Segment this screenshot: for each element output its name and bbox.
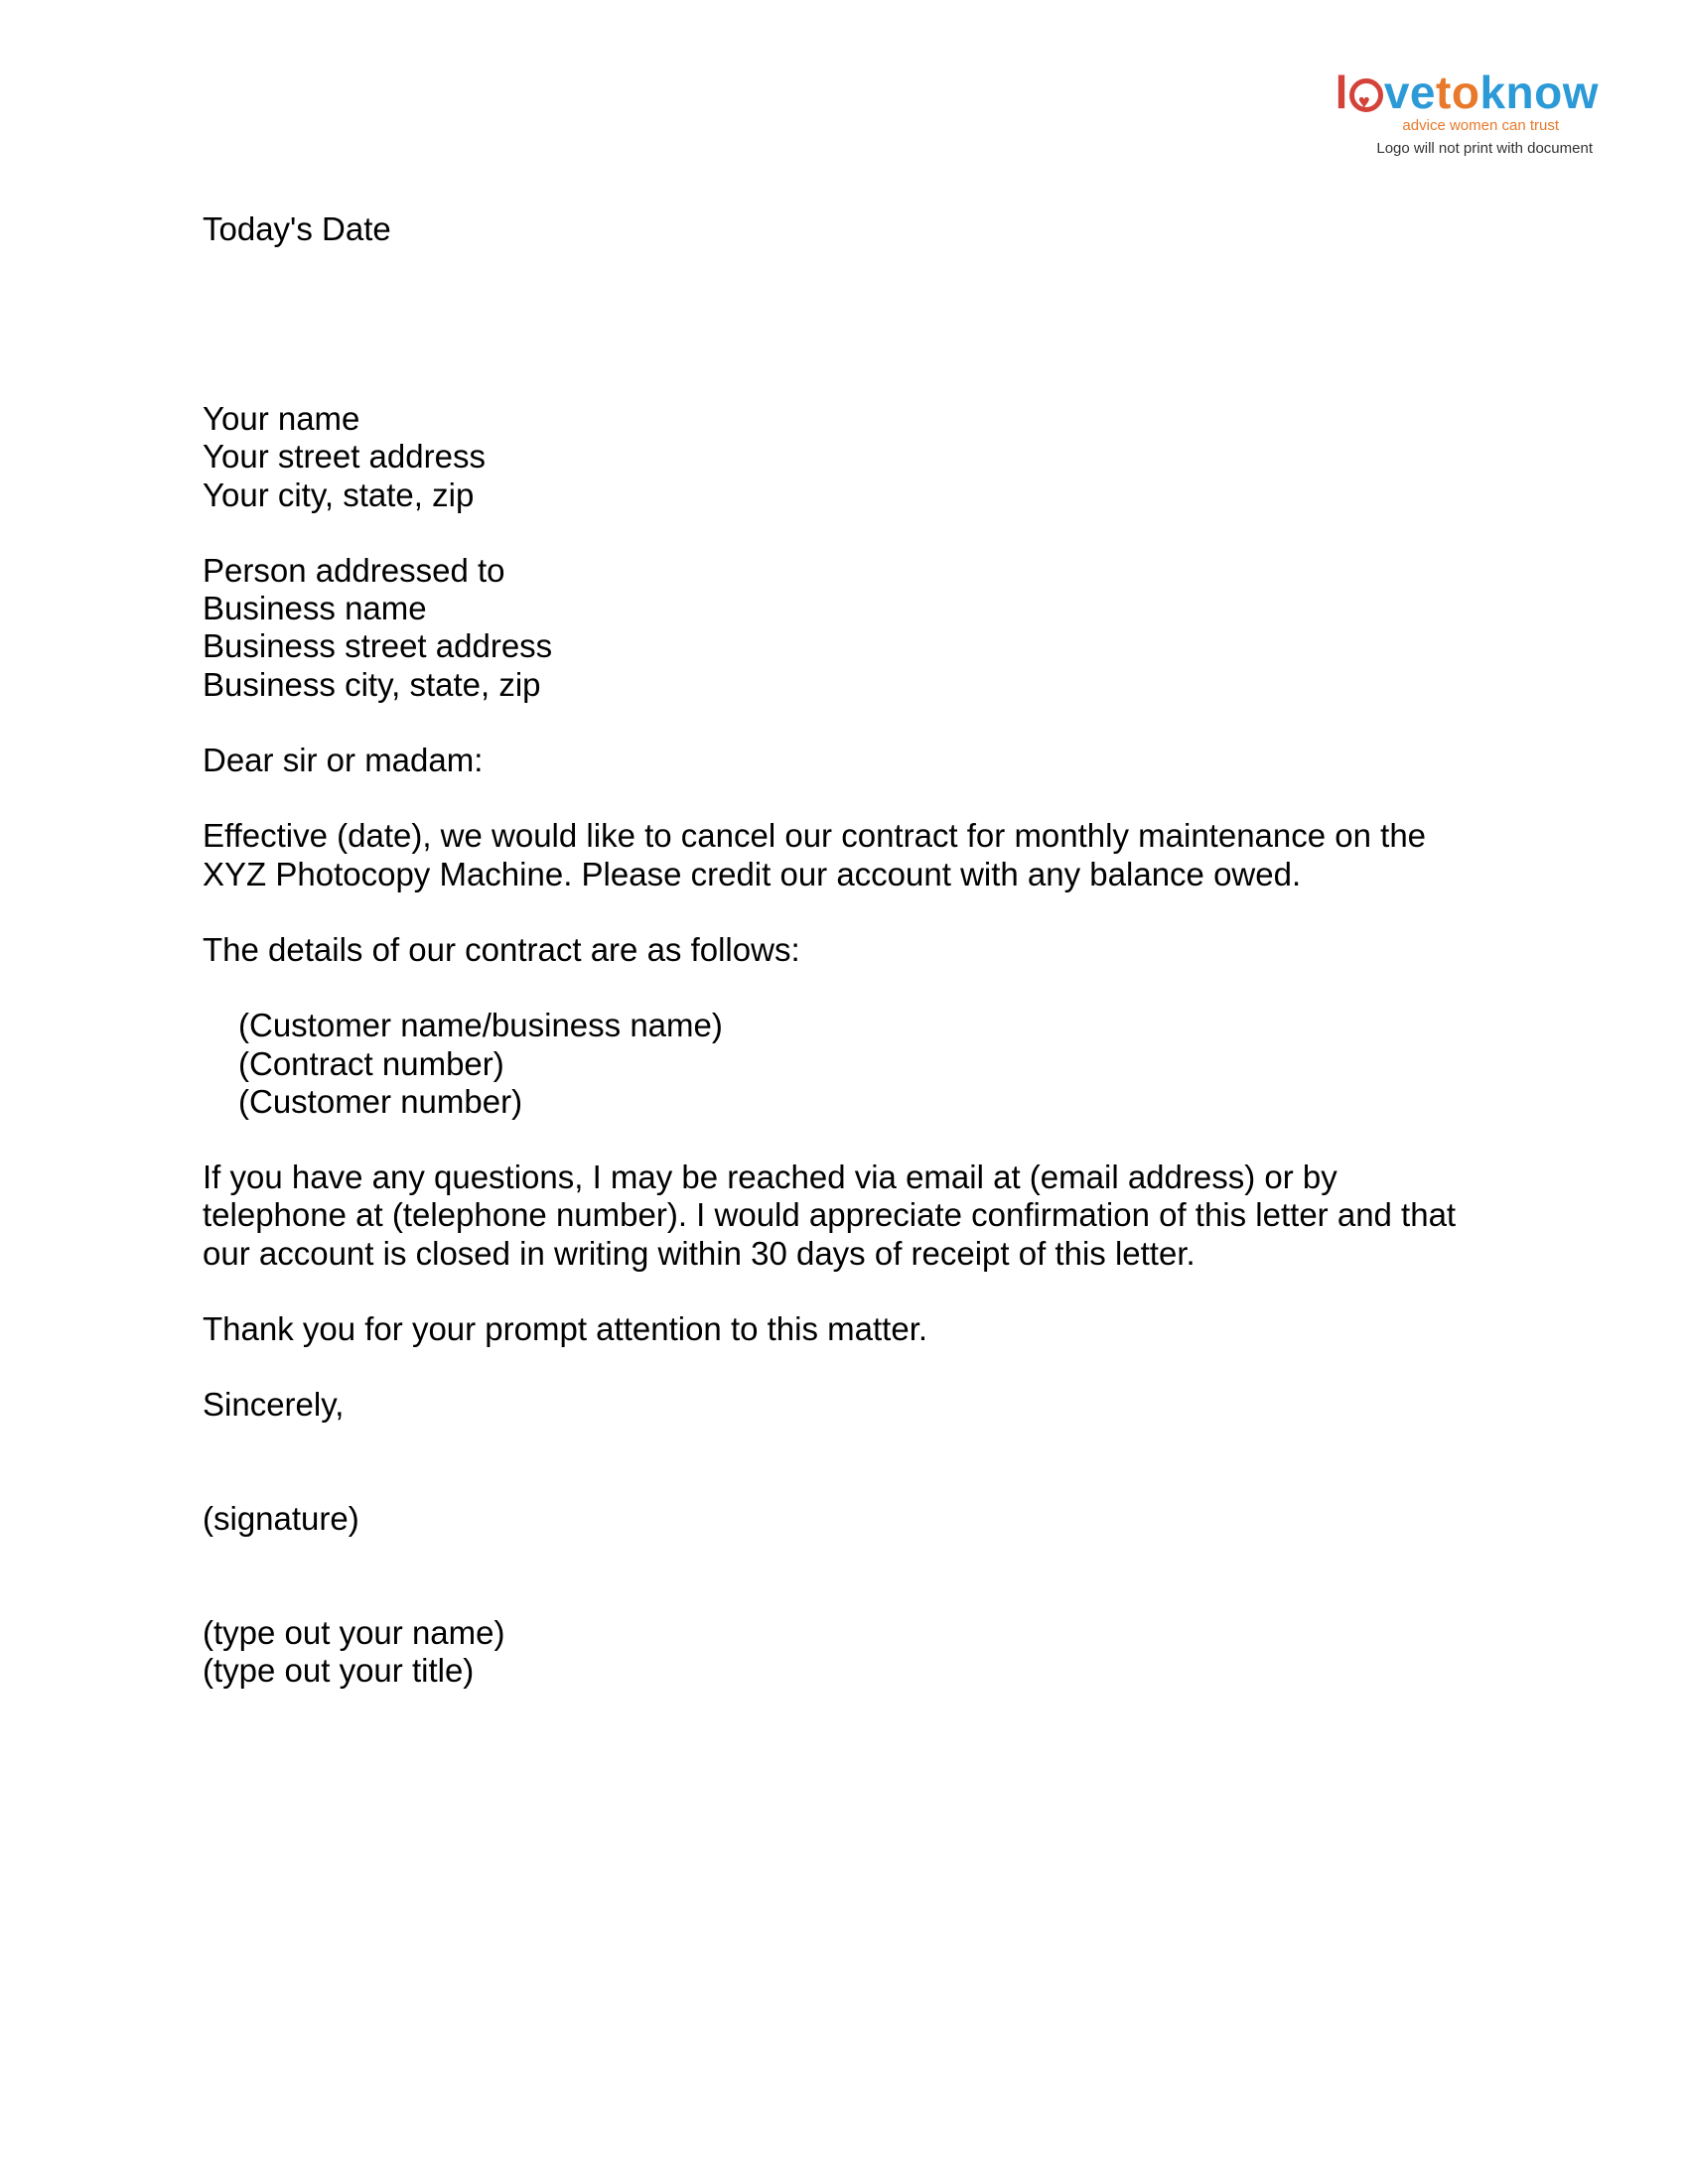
thank-you-line: Thank you for your prompt attention to this matter.: [203, 1309, 928, 1347]
detail-customer-name: (Customer name/business name): [238, 1007, 723, 1044]
paragraph-line: XYZ Photocopy Machine. Please credit our account with any balance owed.: [203, 855, 1302, 892]
recipient-business: Business name: [203, 590, 427, 627]
paragraph-line: telephone at (telephone number). I would appreciate confirmation of this letter and that: [203, 1196, 1457, 1234]
sender-name: Your name: [203, 400, 360, 438]
date-line: Today's Date: [203, 210, 391, 247]
recipient-city: Business city, state, zip: [203, 665, 541, 703]
sender-address-block: [203, 400, 1493, 514]
heart-icon: [1349, 78, 1383, 112]
closing: Sincerely,: [203, 1386, 345, 1424]
typed-name: (type out your name): [203, 1613, 505, 1651]
details-intro: The details of our contract are as follows:: [203, 930, 800, 968]
paragraph-line: Effective (date), we would like to cancel our contract for monthly maintenance on the: [203, 817, 1427, 855]
recipient-address-block: [203, 552, 1493, 704]
detail-contract-number: (Contract number): [238, 1044, 504, 1082]
lovetoknow-logo: [1281, 68, 1599, 159]
recipient-person: Person addressed to: [203, 552, 505, 589]
logo-print-note: Logo will not print with document: [1376, 140, 1593, 157]
typed-title: (type out your title): [203, 1651, 475, 1689]
contract-details-list: [203, 1007, 1493, 1121]
sender-street: Your street address: [203, 438, 486, 476]
paragraph-line: our account is closed in writing within 30 days of receipt of this letter.: [203, 1234, 1196, 1272]
paragraph-line: If you have any questions, I may be reached via email at (email address) or by: [203, 1159, 1337, 1196]
salutation: Dear sir or madam:: [203, 742, 484, 778]
logo-wordmark: l♥ vetoknow: [1281, 68, 1599, 117]
signature-placeholder: (signature): [203, 1499, 359, 1537]
sender-city: Your city, state, zip: [203, 476, 475, 513]
contact-paragraph: [203, 1159, 1493, 1273]
cancellation-paragraph: [203, 817, 1493, 892]
detail-customer-number: (Customer number): [238, 1082, 523, 1120]
letter-body: [203, 210, 1493, 1690]
recipient-street: Business street address: [203, 627, 553, 665]
logo-tagline: advice women can trust: [1402, 117, 1559, 134]
